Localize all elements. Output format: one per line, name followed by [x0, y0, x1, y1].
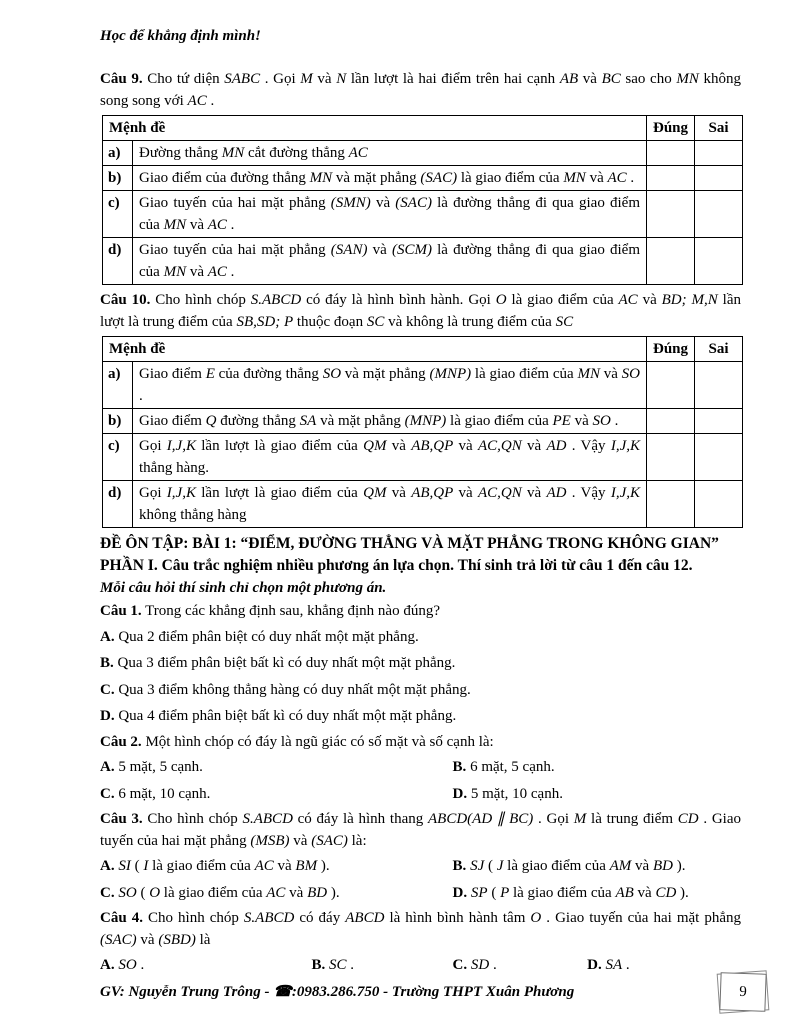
- sai-header: Sai: [695, 337, 743, 362]
- option-letter: B.: [311, 957, 326, 973]
- sai-cell: [695, 238, 743, 285]
- q1-option-b: [100, 652, 741, 674]
- option-letter: D.: [587, 957, 602, 973]
- option-text: SO ( O là giao điểm của AC và BD ).: [118, 884, 340, 901]
- q2-option-c: [100, 783, 453, 805]
- row-label: b): [103, 166, 133, 191]
- sai-cell: [695, 481, 743, 528]
- q2-option-d: [453, 783, 741, 805]
- q1-option-d: [100, 705, 741, 727]
- option-letter: A.: [100, 858, 115, 874]
- option-letter: C.: [100, 785, 115, 802]
- footer-contact: :0983.286.750 - Trường THPT Xuân Phương: [291, 984, 575, 1000]
- option-text: 5 mặt, 5 cạnh.: [114, 759, 203, 775]
- option-text: SD .: [470, 957, 497, 973]
- q1-option-c: [100, 679, 741, 701]
- statement-text: Giao điểm E của đường thẳng SO và mặt phẳng (MNP) là giao điểm của MN và SO .: [133, 362, 647, 409]
- table-row: [103, 434, 743, 481]
- q4-option-b: [312, 954, 453, 976]
- sai-cell: [695, 362, 743, 409]
- dung-cell: [647, 481, 695, 528]
- statement-text: Đường thẳng MN cắt đường thẳng AC: [133, 141, 647, 166]
- dung-cell: [647, 141, 695, 166]
- option-letter: C.: [100, 681, 115, 698]
- table-row: [103, 166, 743, 191]
- question-10-text: Cho hình chóp S.ABCD có đáy là hình bình hành. Gọi O là giao điểm của AC và BD; M,N lần lượt là trung điểm của SB,SD; P thuộc đoạn SC và không là trung điểm của SC: [100, 292, 741, 330]
- truth-table-q9: [102, 115, 743, 285]
- q2-option-a: [100, 756, 453, 778]
- question-4-text: Cho hình chóp S.ABCD có đáy ABCD là hình bình hành tâm O . Giao tuyến của hai mặt phẳng (SAC) và (SBD) là: [100, 910, 741, 948]
- option-letter: D.: [100, 708, 115, 724]
- page-number-value: 9: [738, 983, 748, 1000]
- option-text: 6 mặt, 5 cạnh.: [466, 759, 555, 775]
- option-text: SC .: [329, 957, 355, 973]
- dung-header: Đúng: [647, 116, 695, 141]
- dung-cell: [647, 362, 695, 409]
- header-motto: Học để khẳng định mình!: [100, 28, 261, 44]
- sai-cell: [695, 434, 743, 481]
- dung-cell: [647, 191, 695, 238]
- option-letter: B.: [452, 759, 467, 775]
- question-3-text: Cho hình chóp S.ABCD có đáy là hình thang ABCD(AD ∥ BC) . Gọi M là trung điểm CD . Giao tuyến của hai mặt phẳng (MSB) và (SAC) là:: [100, 811, 741, 849]
- question-3-label: Câu 3.: [100, 811, 143, 827]
- dung-cell: [647, 409, 695, 434]
- option-text: SO .: [118, 957, 145, 973]
- option-text: 5 mặt, 10 cạnh.: [467, 785, 563, 802]
- footer-teacher-info: [100, 982, 741, 1001]
- table-row: [103, 362, 743, 409]
- q1-option-a: [100, 626, 741, 648]
- question-10-label: Câu 10.: [100, 292, 151, 308]
- question-3: [100, 809, 741, 852]
- q3-option-b: [453, 855, 741, 877]
- menh-de-header: Mệnh đề: [103, 116, 647, 141]
- option-text: SA .: [605, 957, 630, 973]
- option-text: Qua 2 điểm phân biệt có duy nhất một mặt phẳng.: [114, 628, 419, 645]
- question-2-label: Câu 2.: [100, 733, 142, 750]
- question-10: [100, 290, 741, 333]
- table-header-row: [103, 337, 743, 362]
- table-row: [103, 481, 743, 528]
- question-1-text: Trong các khẳng định sau, khẳng định nào đúng?: [141, 603, 440, 619]
- row-label: d): [103, 238, 133, 285]
- statement-text: Gọi I,J,K lần lượt là giao điểm của QM và AB,QP và AC,QN và AD . Vậy I,J,K không thẳng hàng: [133, 481, 647, 528]
- row-label: b): [103, 409, 133, 434]
- phone-icon: ☎: [273, 984, 292, 1000]
- row-label: a): [103, 362, 133, 409]
- q3-option-d: [453, 882, 741, 904]
- question-4-label: Câu 4.: [100, 910, 143, 926]
- option-letter: A.: [100, 628, 115, 645]
- table-row: [103, 191, 743, 238]
- q3-option-c: [100, 882, 453, 904]
- page-number-box: [716, 970, 770, 1014]
- option-letter: C.: [452, 957, 468, 973]
- sai-header: Sai: [695, 116, 743, 141]
- option-text: SI ( I là giao điểm của AC và BM ).: [118, 858, 330, 874]
- q3-option-a: [100, 855, 453, 877]
- page-number: [719, 972, 766, 1012]
- sai-cell: [695, 141, 743, 166]
- table-header-row: [103, 116, 743, 141]
- dung-cell: [647, 166, 695, 191]
- option-text: Qua 3 điểm phân biệt bất kì có duy nhất một mặt phẳng.: [113, 655, 456, 671]
- row-label: d): [103, 481, 133, 528]
- question-9: [100, 69, 741, 112]
- option-letter: A.: [100, 759, 115, 775]
- row-label: c): [103, 434, 133, 481]
- section-note: Mỗi câu hỏi thí sinh chỉ chọn một phương án.: [100, 580, 387, 596]
- option-letter: D.: [452, 884, 468, 901]
- table-row: [103, 238, 743, 285]
- section-part-heading: PHẦN I. Câu trắc nghiệm nhiều phương án lựa chọn. Thí sinh trả lời từ câu 1 đến câu 12.: [100, 557, 693, 574]
- dung-header: Đúng: [647, 337, 695, 362]
- row-label: c): [103, 191, 133, 238]
- question-2-text: Một hình chóp có đáy là ngũ giác có số mặt và số cạnh là:: [141, 733, 494, 750]
- footer-teacher-name: GV: Nguyễn Trung Trông -: [100, 984, 274, 1000]
- table-row: [103, 409, 743, 434]
- q2-options-row-1: [100, 756, 741, 778]
- truth-table-q10: [102, 336, 743, 528]
- question-1: [100, 601, 741, 623]
- option-text: 6 mặt, 10 cạnh.: [114, 785, 211, 802]
- document-page: [100, 28, 741, 1001]
- menh-de-header: Mệnh đề: [103, 337, 647, 362]
- sai-cell: [695, 191, 743, 238]
- option-letter: D.: [452, 785, 468, 802]
- dung-cell: [647, 434, 695, 481]
- dung-cell: [647, 238, 695, 285]
- statement-text: Giao tuyến của hai mặt phẳng (SMN) và (SAC) là đường thẳng đi qua giao điểm của MN và AC .: [133, 191, 647, 238]
- option-text: SP ( P là giao điểm của AB và CD ).: [470, 884, 689, 901]
- q4-option-c: [453, 954, 588, 976]
- q3-options-row-1: [100, 855, 741, 877]
- q4-option-a: [100, 954, 312, 976]
- section-title: ĐỀ ÔN TẬP: BÀI 1: “ĐIỂM, ĐƯỜNG THẲNG VÀ MẶT PHẲNG TRONG KHÔNG GIAN”: [100, 535, 719, 552]
- statement-text: Gọi I,J,K lần lượt là giao điểm của QM và AB,QP và AC,QN và AD . Vậy I,J,K thẳng hàng.: [133, 434, 647, 481]
- statement-text: Giao điểm Q đường thẳng SA và mặt phẳng (MNP) là giao điểm của PE và SO .: [133, 409, 647, 434]
- table-row: [103, 141, 743, 166]
- q3-options-row-2: [100, 882, 741, 904]
- option-letter: B.: [100, 655, 114, 671]
- option-text: SJ ( J là giao điểm của AM và BD ).: [470, 858, 686, 874]
- row-label: a): [103, 141, 133, 166]
- option-text: Qua 4 điểm phân biệt bất kì có duy nhất một mặt phẳng.: [114, 708, 457, 724]
- question-2: [100, 732, 741, 754]
- q2-options-row-2: [100, 783, 741, 805]
- q2-option-b: [453, 756, 741, 778]
- question-9-label: Câu 9.: [100, 71, 143, 87]
- statement-text: Giao tuyến của hai mặt phẳng (SAN) và (SCM) là đường thẳng đi qua giao điểm của MN và AC .: [133, 238, 647, 285]
- question-4: [100, 908, 741, 951]
- question-9-text: Cho tứ diện SABC . Gọi M và N lần lượt là hai điểm trên hai cạnh AB và BC sao cho MN không song song với AC .: [100, 71, 741, 109]
- option-letter: B.: [452, 858, 467, 874]
- option-letter: A.: [100, 957, 115, 973]
- sai-cell: [695, 166, 743, 191]
- statement-text: Giao điểm của đường thẳng MN và mặt phẳng (SAC) là giao điểm của MN và AC .: [133, 166, 647, 191]
- option-letter: C.: [100, 884, 115, 901]
- question-1-label: Câu 1.: [100, 603, 142, 619]
- q4-options-row: [100, 954, 741, 976]
- sai-cell: [695, 409, 743, 434]
- option-text: Qua 3 điểm không thẳng hàng có duy nhất một mặt phẳng.: [114, 681, 471, 698]
